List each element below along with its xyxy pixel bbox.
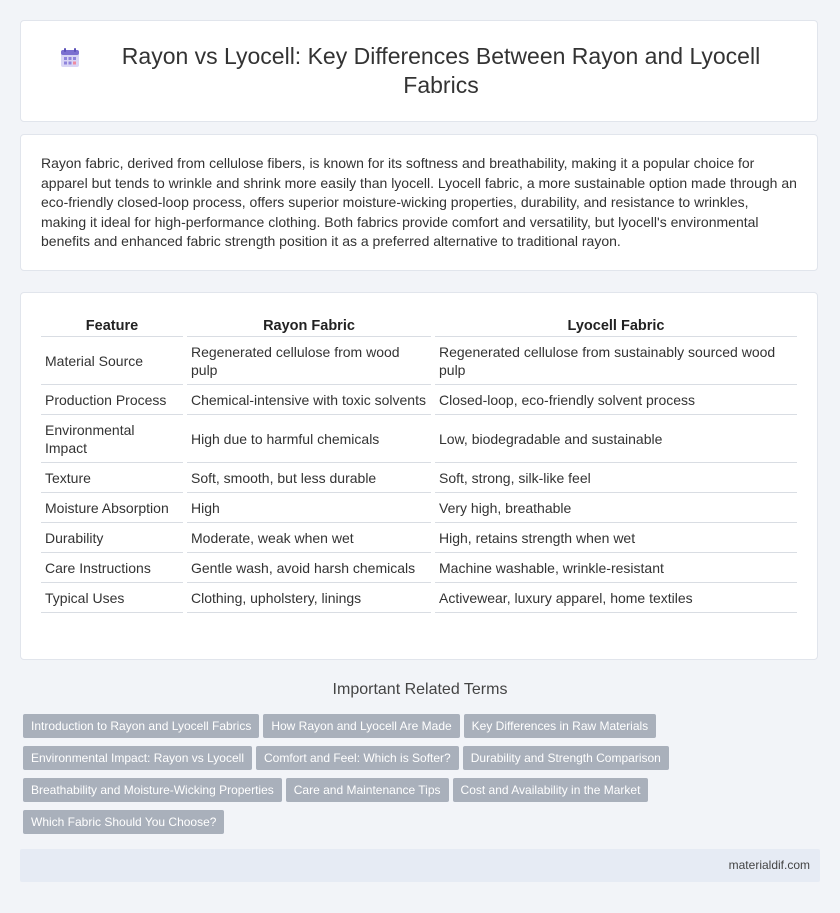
table-row bbox=[41, 337, 797, 385]
header-feature: Feature bbox=[41, 313, 183, 337]
table-cell: Chemical-intensive with toxic solvents bbox=[187, 385, 431, 415]
table-cell: Regenerated cellulose from sustainably sourced wood pulp bbox=[435, 337, 797, 385]
header-card bbox=[20, 20, 818, 122]
table-cell: Typical Uses bbox=[41, 583, 183, 613]
footer-site-link[interactable]: materialdif.com bbox=[728, 858, 810, 872]
table-cell: Soft, strong, silk-like feel bbox=[435, 463, 797, 493]
header-rayon: Rayon Fabric bbox=[187, 313, 431, 337]
related-tag[interactable]: Comfort and Feel: Which is Softer? bbox=[256, 746, 459, 770]
related-terms-list bbox=[23, 714, 823, 842]
intro-card bbox=[20, 134, 818, 271]
intro-text: Rayon fabric, derived from cellulose fibers, is known for its softness and breathability, making it a popular choice for apparel but tends to wrinkle and shrink more easily than lyocell. Lyocell fabric, a more sustainable option made through an eco-friendly closed-loop process, offers superior moisture-wicking properties, durability, and resistance to wrinkles, making it ideal for high-performance clothing. Both fabrics provide comfort and versatility, but lyocell's environmental benefits and enhanced fabric strength position it as a preferred alternative to traditional rayon. bbox=[41, 155, 797, 249]
table-cell: Closed-loop, eco-friendly solvent process bbox=[435, 385, 797, 415]
related-terms-title: Important Related Terms bbox=[332, 681, 508, 698]
table-cell: Texture bbox=[41, 463, 183, 493]
table-cell: Soft, smooth, but less durable bbox=[187, 463, 431, 493]
table-header-row bbox=[41, 313, 797, 337]
table-cell: High due to harmful chemicals bbox=[187, 415, 431, 463]
table-cell: Moderate, weak when wet bbox=[187, 523, 431, 553]
table-cell: Machine washable, wrinkle-resistant bbox=[435, 553, 797, 583]
calendar-icon bbox=[59, 47, 81, 69]
table-row bbox=[41, 523, 797, 553]
related-tag[interactable]: Breathability and Moisture-Wicking Properties bbox=[23, 778, 282, 802]
related-tag[interactable]: Cost and Availability in the Market bbox=[453, 778, 649, 802]
table-row bbox=[41, 493, 797, 523]
table-row bbox=[41, 583, 797, 613]
table-cell: Environmental Impact bbox=[41, 415, 183, 463]
page-title: Rayon vs Lyocell: Key Differences Between Rayon and Lyocell Fabrics bbox=[121, 43, 761, 98]
table-cell: High bbox=[187, 493, 431, 523]
related-tag[interactable]: Introduction to Rayon and Lyocell Fabrics bbox=[23, 714, 259, 738]
table-cell: Production Process bbox=[41, 385, 183, 415]
table-cell: Gentle wash, avoid harsh chemicals bbox=[187, 553, 431, 583]
table-cell: High, retains strength when wet bbox=[435, 523, 797, 553]
footer bbox=[20, 849, 820, 882]
title-wrap bbox=[59, 42, 779, 100]
table-row bbox=[41, 415, 797, 463]
table-cell: Moisture Absorption bbox=[41, 493, 183, 523]
table-cell: Very high, breathable bbox=[435, 493, 797, 523]
table-cell: Durability bbox=[41, 523, 183, 553]
table-row bbox=[41, 553, 797, 583]
related-tag[interactable]: Durability and Strength Comparison bbox=[463, 746, 669, 770]
table-cell: Material Source bbox=[41, 337, 183, 385]
table-row bbox=[41, 463, 797, 493]
related-tag[interactable]: Care and Maintenance Tips bbox=[286, 778, 449, 802]
table-cell: Activewear, luxury apparel, home textiles bbox=[435, 583, 797, 613]
comparison-table bbox=[37, 313, 801, 613]
related-tag[interactable]: Which Fabric Should You Choose? bbox=[23, 810, 224, 834]
table-cell: Clothing, upholstery, linings bbox=[187, 583, 431, 613]
comparison-table-card bbox=[20, 292, 818, 660]
header-lyocell: Lyocell Fabric bbox=[435, 313, 797, 337]
table-row bbox=[41, 385, 797, 415]
related-tag[interactable]: Environmental Impact: Rayon vs Lyocell bbox=[23, 746, 252, 770]
table-cell: Care Instructions bbox=[41, 553, 183, 583]
table-cell: Regenerated cellulose from wood pulp bbox=[187, 337, 431, 385]
table-cell: Low, biodegradable and sustainable bbox=[435, 415, 797, 463]
related-tag[interactable]: Key Differences in Raw Materials bbox=[464, 714, 657, 738]
related-tag[interactable]: How Rayon and Lyocell Are Made bbox=[263, 714, 459, 738]
